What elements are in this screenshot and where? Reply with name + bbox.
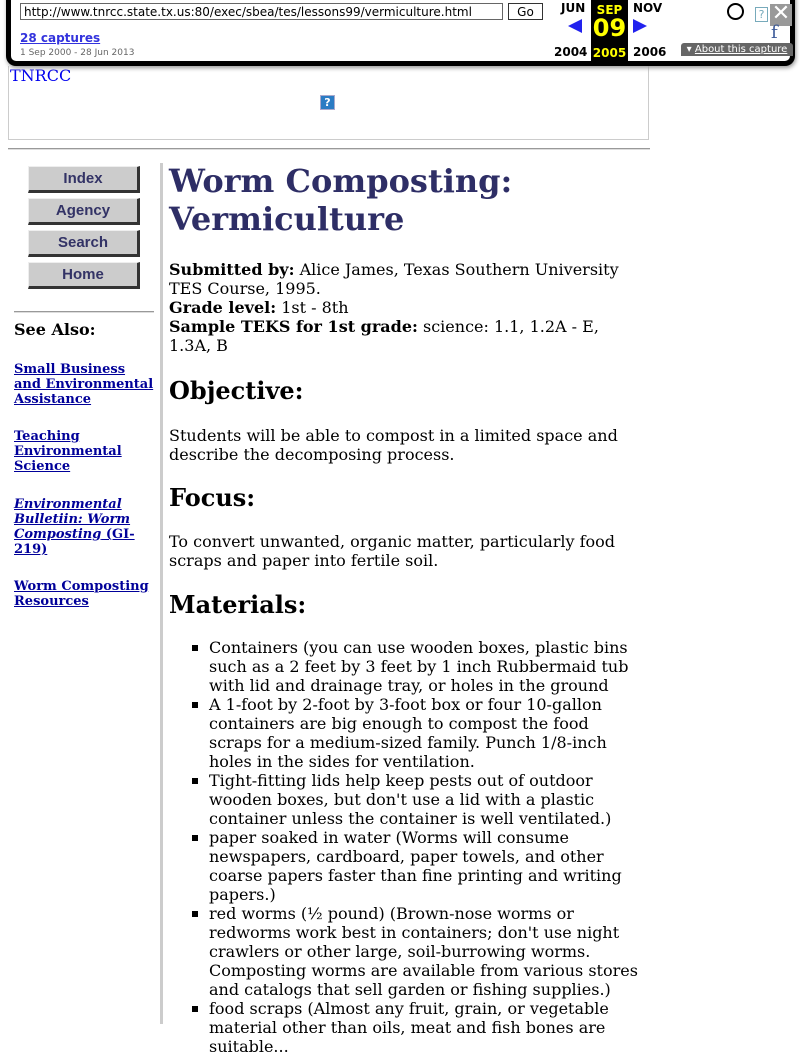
captures-link[interactable]: 28 captures (20, 31, 101, 45)
prev-capture-arrow-icon[interactable] (568, 19, 582, 33)
page-title: Worm Composting: Vermiculture (169, 162, 513, 238)
about-capture-label: About this capture (694, 44, 788, 55)
teks-value: science: 1.1, 1.2A - E, 1.3A, B (169, 317, 599, 355)
list-item: Containers (you can use wooden boxes, plastic bins such as a 2 feet by 3 feet by 1 inch Rubbermaid tub with lid and drainage tray, or holes in the ground (209, 638, 644, 695)
list-item: Tight-fitting lids help keep pests out of outdoor wooden boxes, but don't use a lid with a plastic container unless the container is well ventilated.) (209, 771, 644, 828)
triangle-down-icon: ▾ (686, 44, 695, 55)
next-capture-arrow-icon[interactable] (633, 19, 647, 33)
materials-list (169, 638, 644, 1056)
current-capture-date (591, 0, 628, 62)
bulletin-title: Environmental Bulletiin: Worm Composting (14, 497, 131, 542)
list-item: food scraps (Almost any fruit, grain, or vegetable material other than oils, meat and fish bones are suitable... (209, 999, 644, 1056)
nav-home-button[interactable]: Home (28, 262, 140, 289)
nav-index-button[interactable]: Index (28, 166, 140, 193)
header-divider (8, 148, 650, 150)
wayback-toolbar (6, 0, 795, 66)
prev-year-label: 2004 (554, 45, 588, 59)
wayback-go-button[interactable]: Go (508, 3, 543, 20)
focus-text: To convert unwanted, organic matter, particularly food scraps and paper into fertile soil. (169, 532, 616, 570)
capture-date-range: 1 Sep 2000 - 28 Jun 2013 (20, 48, 135, 58)
tnrcc-logo-link[interactable]: TNRCC (10, 66, 72, 85)
materials-heading: Materials: (169, 590, 307, 619)
broken-image-icon: ? (320, 95, 335, 110)
sidebar-vertical-rule (160, 163, 163, 1024)
list-item: A 1-foot by 2-foot by 3-foot box or four 10-gallon containers are big enough to compost the food scraps for a medium-sized family. Punch 1/8-inch holes in the sides for ventilation. (209, 695, 644, 771)
current-year: 2005 (592, 46, 627, 60)
facebook-icon[interactable]: f (771, 22, 778, 43)
current-day: 09 (592, 14, 627, 42)
about-capture-button[interactable] (681, 43, 793, 56)
grade-value: 1st - 8th (276, 298, 349, 317)
list-item: red worms (½ pound) (Brown-nose worms or redworms work best in containers; don't use night crawlers or other large, soil-burrowing worms. Composting worms are available from various stores and catalogs that sell garden or fishing supplies.) (209, 904, 644, 999)
lesson-meta (169, 260, 641, 355)
link-teaching-environmental-science[interactable]: Teaching Environmental Science (14, 429, 122, 474)
objective-text: Students will be able to compost in a limited space and describe the decomposing process. (169, 426, 618, 464)
nav-agency-button[interactable]: Agency (28, 198, 140, 225)
loading-circle-icon (727, 3, 744, 20)
teks-label: Sample TEKS for 1st grade: (169, 317, 418, 336)
submitted-value: Alice James, Texas Southern University TES Course, 1995. (169, 260, 619, 298)
bulletin-code: (GI-219) (14, 527, 135, 557)
grade-label: Grade level: (169, 298, 277, 317)
help-icon[interactable]: ? (755, 7, 768, 22)
site-header (8, 66, 649, 140)
wayback-url-input[interactable] (20, 3, 503, 20)
objective-heading: Objective: (169, 376, 304, 405)
sidebar-divider (14, 311, 154, 313)
close-icon[interactable]: ✕ (771, 1, 791, 26)
link-environmental-bulletin[interactable] (14, 497, 156, 557)
next-year-label: 2006 (633, 45, 667, 59)
focus-heading: Focus: (169, 483, 256, 512)
next-month-label: NOV (633, 1, 663, 15)
see-also-heading: See Also: (14, 320, 96, 339)
submitted-label: Submitted by: (169, 260, 295, 279)
list-item: paper soaked in water (Worms will consume newspapers, cardboard, paper towels, and other coarse papers faster than fine printing and writing papers.) (209, 828, 644, 904)
prev-month-link[interactable]: JUN (561, 1, 586, 15)
nav-search-button[interactable]: Search (28, 230, 140, 257)
link-small-business[interactable]: Small Business and Environmental Assistance (14, 362, 154, 407)
current-month: SEP (596, 3, 623, 17)
link-worm-composting-resources[interactable]: Worm Composting Resources (14, 579, 149, 609)
